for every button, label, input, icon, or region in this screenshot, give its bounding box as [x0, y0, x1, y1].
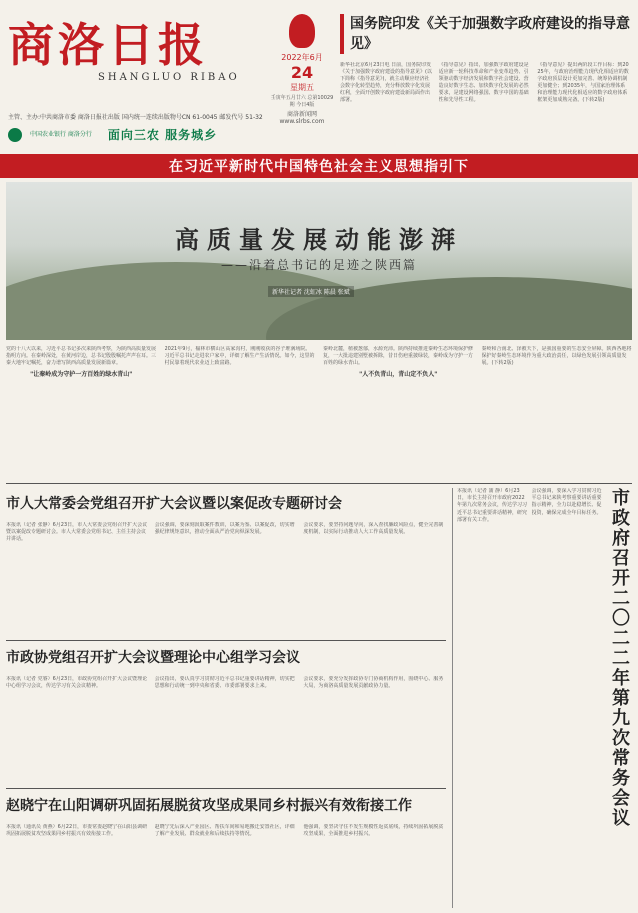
news-column: 会议指出，要认真学习贯彻习近平总书记重要讲话精神，切实把思想和行动统一到中央和省委、市委部署要求上来。 — [154, 676, 295, 689]
masthead — [0, 0, 638, 150]
lead-body — [340, 62, 630, 160]
masthead-left — [8, 18, 268, 83]
publisher-info: 主管、主办:中共商洛市委 商洛日报社出版 国内统一连续出版物号CN 61-0045 邮发代号 51-32 — [8, 114, 263, 121]
newspaper-title: 商洛日报 — [8, 18, 208, 72]
lead-column: 《指导意见》提出两阶段工作目标：到2025年，与政府治理能力现代化相适应的数字政府顶层设计更加完善、统筹协调机制更加健全；到2035年，与国家治理体系和治理能力现代化相适应的数字政府体系框架更加成熟完备。(下转2版) — [537, 62, 629, 103]
dateline — [270, 14, 334, 125]
news-article-2[interactable] — [6, 648, 446, 776]
news-column: 本报讯（通讯员 黄燕）6月22日，市委常委赵晓宁在山阳县调研巩固拓展脱贫攻坚成果同乡村振兴有效衔接工作。 — [6, 824, 148, 837]
divider — [6, 483, 632, 484]
news-headline[interactable]: 市政协党组召开扩大会议暨理论中心组学习会议 — [6, 650, 300, 666]
lead-article[interactable] — [340, 14, 630, 160]
feature-column: 2021年9月，榆林市横山区高家沟村，刚刚收获的谷子堆满场院。习近平总书记走进农户家中，详细了解生产生活情况。如今，这里的村民靠着现代农业迈上致富路。 — [164, 346, 315, 367]
lead-column: 《指导意见》指出，加强数字政府建设是适应新一轮科技革命和产业变革趋势、引领驱动数字经济发展和数字社会建设、营造良好数字生态、加快数字化发展的必然要求，是建设网络强国、数字中国的基础性和先导性工程。 — [438, 62, 529, 103]
date-year-month: 2022年6月 — [281, 53, 323, 62]
news-column: 本报讯（记者 张静）6月23日，市人大常委会党组召开扩大会议暨以案促改专题研讨会。市人大常委会党组书记、主任主持会议并讲话。 — [6, 522, 148, 542]
feature-text — [6, 346, 632, 478]
feature-column — [323, 346, 474, 478]
feature-photo[interactable] — [6, 182, 632, 340]
divider — [6, 788, 446, 789]
side-column: 会议强调，要深入学习贯彻习近平总书记来陕考察重要讲话重要指示精神，全力以赴稳增长、促投资，确保完成全年目标任务。 — [531, 488, 602, 516]
date-weekday: 星期五 — [290, 83, 314, 92]
news-columns — [6, 522, 446, 632]
date-day: 24 — [290, 63, 314, 82]
lead-column: 新华社北京6月23日电 日前，国务院印发《关于加强数字政府建设的指导意见》(以下简称《指导意见》)，就主动顺应经济社会数字化转型趋势，充分释放数字化发展红利，全面开创数字政府建设新局面作出部署。 — [340, 62, 432, 103]
feature-subhead: "人不负青山，青山定不负人" — [359, 370, 438, 378]
news-column: 会议要求，要充分发挥政协专门协商机构作用，围绕中心、服务大局，为商洛高质量发展贡献政协力量。 — [303, 676, 444, 689]
news-column: 赵晓宁先后深入产业园区、帮扶车间和易地搬迁安置社区，详细了解产业发展、群众就业和后续扶持等情况。 — [154, 824, 295, 837]
news-column: 会议要求，要坚持问题导向，深入查找廉政风险点，健全完善制度机制，以实际行动推动人大工作高质量发展。 — [303, 522, 444, 535]
feature-column-text: 党的十八大以来，习近平总书记多次来陕西考察，为陕西高质量发展指明方向。在秦岭深处，在黄河岸边，总书记殷殷嘱托声声在耳。三秦大地牢记嘱托，奋力谱写陕西高质量发展新篇章。 — [6, 346, 157, 367]
bank-name: 中国农业银行 商洛分行 — [30, 131, 92, 138]
emblem-icon — [289, 14, 315, 48]
bank-slogan: 面向三农 服务城乡 — [107, 128, 218, 142]
feature-subhead: "让秦岭成为守护一方百姓的绿水青山" — [30, 370, 133, 378]
date-lunar: 壬寅年五月廿六 总第10029期 今日4版 — [270, 95, 334, 108]
news-headline[interactable]: 赵晓宁在山阳调研巩固拓展脱贫攻坚成果同乡村振兴有效衔接工作 — [6, 798, 412, 814]
website: 商洛新闻网 www.slrbs.com — [279, 111, 325, 125]
news-columns — [6, 676, 446, 776]
side-column: 本报讯（记者 蒲 静）6月23日，市长主持召开市政府2022年第九次常务会议，传达学习习近平总书记重要讲话精神，研究部署有关工作。 — [457, 488, 528, 523]
feature-column-text: 秦岭北麓，植被葱郁，水源充沛。陕西持续推进秦岭生态环境保护修复，一大批违建别墅被拆除，昔日伤疤重披绿装，秦岭成为守护一方百姓的绿水青山。 — [323, 346, 474, 367]
bank-ad — [8, 126, 217, 143]
news-columns — [6, 824, 446, 904]
feature-column — [6, 346, 157, 478]
feature-byline: 新华社记者 沈虹冰 陈晨 张斌 — [268, 286, 354, 297]
feature-column: 秦岭和合南北、泽被天下，是我国重要的生态安全屏障。陕西各地将保护好秦岭生态环境作为重大政治责任，以绿色发展引领高质量发展。(下转2版) — [481, 346, 632, 367]
news-column: 会议强调，要深刻汲取案件教训，以案为鉴、以案促改，切实增强纪律规矩意识，推动全面从严治党向纵深发展。 — [154, 522, 295, 535]
side-headline[interactable]: 市政府召开二〇二二年第九次常务会议 — [609, 488, 630, 828]
news-column: 他强调，要坚决守住不发生规模性返贫底线，持续巩固拓展脱贫攻坚成果，全面推进乡村振兴。 — [303, 824, 444, 837]
divider — [6, 640, 446, 641]
side-article[interactable] — [452, 488, 632, 908]
bank-logo-icon — [8, 128, 22, 142]
feature-subtitle: ——沿着总书记的足迹之陕西篇 — [220, 258, 417, 272]
feature-title[interactable]: 高质量发展动能澎湃 — [175, 226, 463, 254]
newspaper-pinyin: SHANGLUO RIBAO — [98, 72, 240, 83]
lead-headline[interactable]: 国务院印发《关于加强数字政府建设的指导意见》 — [340, 14, 630, 54]
news-article-3[interactable] — [6, 796, 446, 904]
news-article-1[interactable] — [6, 494, 446, 632]
news-column: 本报讯（记者 党睿）6月23日，市政协党组召开扩大会议暨理论中心组学习会议，传达学习有关会议精神。 — [6, 676, 148, 689]
news-headline[interactable]: 市人大常委会党组召开扩大会议暨以案促改专题研讨会 — [6, 496, 342, 512]
banner: 在习近平新时代中国特色社会主义思想指引下 — [0, 154, 638, 178]
